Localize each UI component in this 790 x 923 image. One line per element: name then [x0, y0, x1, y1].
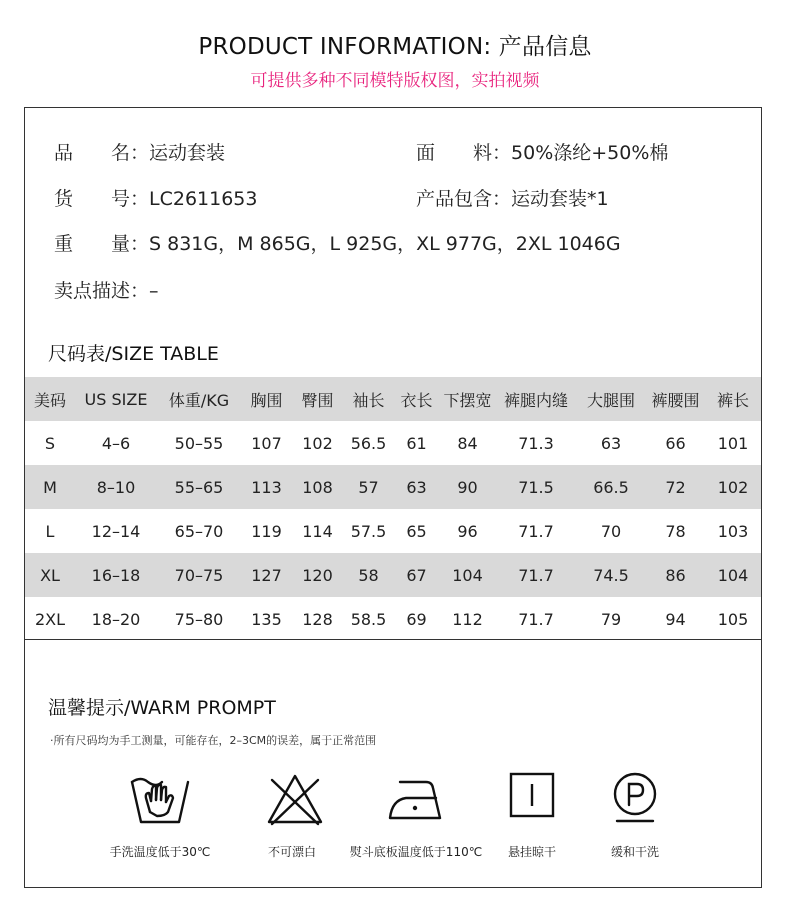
selling-row [54, 276, 159, 303]
table-row [25, 553, 761, 597]
page-subtitle: 可提供多种不同模特版权图，实拍视频 [250, 71, 540, 91]
table-cell: 50–55 [174, 433, 224, 453]
care-label-no-bleach: 不可漂白 [267, 845, 317, 859]
table-cell: 8–10 [75, 465, 157, 509]
weight-row [54, 229, 621, 256]
table-cell: 70 [600, 521, 622, 541]
size-table-header-cell: US SIZE [75, 377, 157, 421]
table-cell: 113 [241, 465, 292, 509]
fabric-label: 面 料： [416, 142, 512, 164]
table-cell: L [45, 521, 55, 541]
table-cell: 102 [302, 433, 333, 453]
table-cell: 56.5 [350, 433, 387, 453]
table-cell: 96 [457, 521, 478, 541]
care-label-dry-clean: 缓和干洗 [610, 845, 660, 859]
iron-icon [386, 772, 444, 824]
table-cell: 94 [665, 609, 686, 629]
size-table-header-row [25, 377, 761, 421]
table-cell: 18–20 [91, 609, 141, 629]
sku-value: LC2611653 [149, 188, 258, 210]
table-cell: 71.3 [518, 433, 554, 453]
size-table-header-cell: 体重/KG [157, 377, 241, 421]
size-table-header-cell: 裤长 [705, 377, 761, 421]
table-cell: 103 [717, 521, 749, 541]
name-value: 运动套装 [149, 142, 226, 164]
table-cell: 101 [717, 433, 749, 453]
table-cell: 71.7 [518, 609, 554, 629]
table-cell: 104 [439, 553, 496, 597]
table-cell: 86 [646, 553, 705, 597]
table-cell: 16–18 [75, 553, 157, 597]
table-cell: 104 [705, 553, 761, 597]
table-cell: 90 [439, 465, 496, 509]
table-cell: XL [25, 553, 75, 597]
name-row [54, 138, 225, 165]
table-cell: 114 [302, 521, 333, 541]
size-table-header-cell: 裤腿内缝 [496, 377, 576, 421]
table-cell: 65–70 [174, 521, 224, 541]
warm-prompt-title: 温馨提示/WARM PROMPT [48, 697, 276, 719]
size-table-header-cell: 美码 [25, 377, 75, 421]
table-cell: 70–75 [157, 553, 241, 597]
table-cell: 71.7 [496, 553, 576, 597]
table-cell: 67 [394, 553, 439, 597]
table-cell: 102 [705, 465, 761, 509]
sku-label: 货 号： [54, 188, 150, 210]
includes-row [416, 184, 609, 211]
table-cell: 71.5 [496, 465, 576, 509]
table-cell: 58.5 [350, 609, 387, 629]
page-title: PRODUCT INFORMATION: 产品信息 [198, 34, 592, 60]
includes-label: 产品包含： [416, 188, 512, 210]
table-cell: 119 [251, 521, 282, 541]
size-table-header-cell: 袖长 [343, 377, 394, 421]
table-cell: S [44, 433, 56, 453]
size-table-header-cell: 臀围 [292, 377, 343, 421]
table-cell: 61 [406, 433, 427, 453]
size-table [25, 377, 761, 641]
table-cell: 78 [665, 521, 686, 541]
table-cell: 108 [292, 465, 343, 509]
care-label-iron: 熨斗底板温度低于110℃ [349, 845, 483, 859]
table-cell: 2XL [34, 609, 66, 629]
table-cell: M [25, 465, 75, 509]
table-cell: 112 [452, 609, 483, 629]
no-bleach-icon [266, 772, 324, 826]
size-table-title: 尺码表/SIZE TABLE [48, 343, 219, 365]
table-cell: 57 [343, 465, 394, 509]
table-cell: 66.5 [576, 465, 646, 509]
weight-label: 重 量： [54, 233, 150, 255]
includes-value: 运动套装*1 [511, 188, 609, 210]
care-label-hand-wash: 手洗温度低于30℃ [109, 845, 211, 859]
table-cell: 55–65 [157, 465, 241, 509]
size-table-header-cell: 胸围 [241, 377, 292, 421]
table-cell: 65 [406, 521, 427, 541]
table-cell: 72 [646, 465, 705, 509]
table-cell: 107 [251, 433, 282, 453]
table-cell: 58 [343, 553, 394, 597]
table-row [25, 509, 761, 553]
table-cell: 71.7 [518, 521, 554, 541]
table-cell: 12–14 [91, 521, 141, 541]
table-row [25, 597, 761, 641]
table-cell: 4–6 [101, 433, 131, 453]
table-cell: 63 [600, 433, 622, 453]
selling-label: 卖点描述： [54, 280, 150, 302]
size-table-header-cell: 裤腰围 [646, 377, 705, 421]
fabric-value: 50%涤纶+50%棉 [511, 142, 669, 164]
weight-value: S 831G，M 865G，L 925G，XL 977G，2XL 1046G [149, 233, 621, 255]
measurement-note: ·所有尺码均为手工测量，可能存在，2–3CM的误差，属于正常范围 [50, 734, 377, 747]
table-cell: 105 [717, 609, 749, 629]
name-label: 品 名： [54, 142, 150, 164]
table-cell: 127 [241, 553, 292, 597]
size-table-header-cell: 衣长 [394, 377, 439, 421]
size-table-header-cell: 下摆宽 [439, 377, 496, 421]
table-cell: 79 [600, 609, 622, 629]
table-cell: 75–80 [174, 609, 224, 629]
care-label-hang-dry: 悬挂晾干 [507, 845, 557, 859]
table-cell: 74.5 [576, 553, 646, 597]
table-row [25, 465, 761, 509]
table-cell: 135 [251, 609, 282, 629]
table-cell: 57.5 [350, 521, 387, 541]
table-row [25, 421, 761, 465]
table-cell: 84 [457, 433, 478, 453]
hang-dry-icon [509, 772, 555, 818]
hand-wash-icon [129, 772, 191, 828]
table-cell: 63 [394, 465, 439, 509]
table-cell: 66 [665, 433, 686, 453]
dry-clean-icon [611, 772, 659, 824]
table-cell: 128 [302, 609, 333, 629]
selling-value: – [149, 280, 159, 302]
sku-row [54, 184, 258, 211]
size-table-header-cell: 大腿围 [576, 377, 646, 421]
table-cell: 120 [292, 553, 343, 597]
table-cell: 69 [406, 609, 427, 629]
fabric-row [416, 138, 668, 165]
